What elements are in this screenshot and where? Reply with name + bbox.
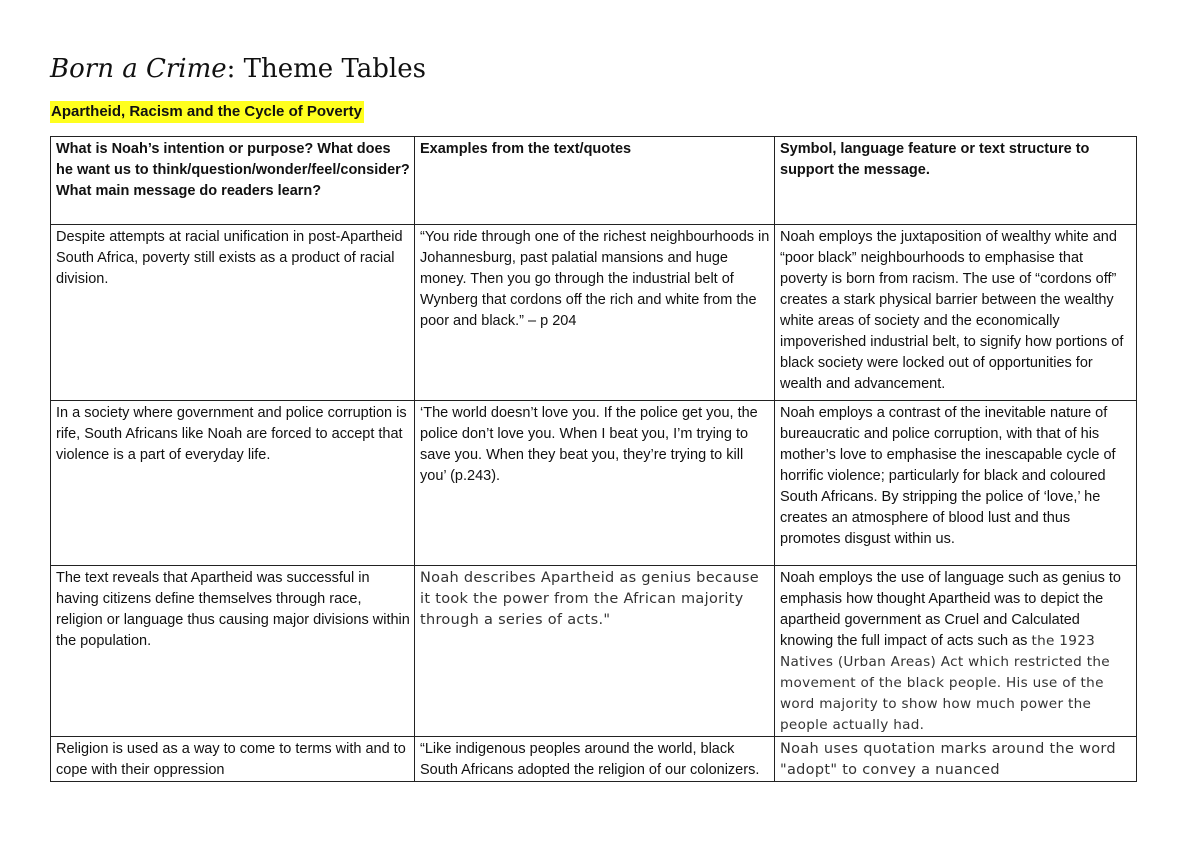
feature-cell: Noah uses quotation marks around the word "adopt" to convey a nuanced (775, 737, 1137, 782)
document-title (50, 52, 426, 86)
table-row (51, 737, 1137, 782)
example-cell: “Like indigenous peoples around the world, black South Africans adopted the religion of our colonizers. (415, 737, 775, 782)
header-feature: Symbol, language feature or text structure to support the message. (775, 137, 1137, 225)
feature-cell: Noah employs a contrast of the inevitable nature of bureaucratic and police corruption, with that of his mother’s love to emphasise the inescapable cycle of horrific violence; particularly for black and coloured South Africans. By stripping the police of ‘love,’ he creates an atmosphere of blood lust and thus promotes disgust within us. (775, 401, 1137, 566)
book-title: Born a Crime (50, 54, 227, 84)
section-heading: Apartheid, Racism and the Cycle of Poverty (50, 101, 364, 123)
table-row (51, 566, 1137, 737)
purpose-cell: Despite attempts at racial unification in post-Apartheid South Africa, poverty still exists as a product of racial division. (51, 225, 415, 401)
header-examples: Examples from the text/quotes (415, 137, 775, 225)
theme-table (50, 136, 1137, 782)
purpose-cell: The text reveals that Apartheid was successful in having citizens define themselves through race, religion or language thus causing major divisions within the population. (51, 566, 415, 737)
feature-cell: Noah employs the juxtaposition of wealthy white and “poor black” neighbourhoods to emphasise that poverty is born from racism. The use of “cordons off” creates a stark physical barrier between the wealthy white areas of society and the economically impoverished industrial belt, to signify how portions of black society were locked out of opportunities for wealth and advancement. (775, 225, 1137, 401)
example-cell: “You ride through one of the richest neighbourhoods in Johannesburg, past palatial mansions and huge money. Then you go through the industrial belt of Wynberg that cordons off the rich and white from the poor and black.” – p 204 (415, 225, 775, 401)
purpose-cell: Religion is used as a way to come to terms with and to cope with their oppression (51, 737, 415, 782)
example-cell: ‘The world doesn’t love you. If the police get you, the police don’t love you. When I beat you, I’m trying to save you. When they beat you, they’re trying to kill you’ (p.243). (415, 401, 775, 566)
table-row (51, 225, 1137, 401)
purpose-cell: In a society where government and police corruption is rife, South Africans like Noah are forced to accept that violence is a part of everyday life. (51, 401, 415, 566)
feature-text-part1: Noah employs the use of language such as genius to emphasis how thought Apartheid was to depict the apartheid government as Cruel and Calculated knowing the full impact of acts such as (780, 570, 1121, 649)
title-suffix: : Theme Tables (226, 54, 426, 84)
feature-cell (775, 566, 1137, 737)
example-cell: Noah describes Apartheid as genius because it took the power from the African majority through a series of acts." (415, 566, 775, 737)
table-row (51, 401, 1137, 566)
header-purpose: What is Noah’s intention or purpose? What does he want us to think/question/wonder/feel/consider? What main message do readers learn? (51, 137, 415, 225)
feature-text-part2: the 1923 Natives (Urban Areas) Act which restricted the movement of the black people. His use of the word majority to show how much power the people actually had. (780, 633, 1110, 733)
table-header-row (51, 137, 1137, 225)
